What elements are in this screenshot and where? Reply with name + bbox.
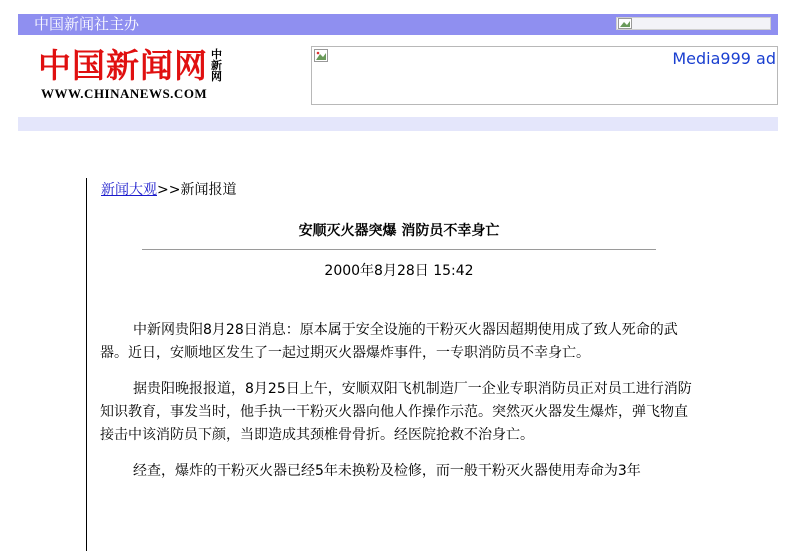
- logo-url: WWW.CHINANEWS.COM: [41, 86, 208, 101]
- article-date: 2000年8月28日 15:42: [324, 263, 474, 279]
- site-logo[interactable]: [38, 46, 238, 106]
- top-banner-image[interactable]: [616, 17, 771, 30]
- article-title: 安顺灭火器突爆 消防员不幸身亡: [298, 223, 500, 239]
- nav-strip: [18, 117, 778, 131]
- ad-banner[interactable]: [311, 46, 778, 105]
- article-paragraph: 据贵阳晚报报道，8月25日上午，安顺双阳飞机制造厂一企业专职消防员正对员工进行消防知识教育，事发当时，他手执一干粉灭火器向他人作操作示范。突然灭火器发生爆炸，弹飞物直接击中该消防员下颜，当即造成其颈椎骨骨折。经医院抢救不治身亡。: [100, 381, 692, 443]
- breadcrumb-link-news[interactable]: 新闻大观: [101, 182, 157, 198]
- logo-wordmark: 中国新闻网: [38, 46, 208, 85]
- breadcrumb-separator: >>: [157, 182, 181, 198]
- title-divider: [142, 249, 656, 250]
- breadcrumb: [101, 181, 236, 199]
- broken-image-icon: [618, 18, 632, 29]
- ad-alt-text: Media999 ad: [672, 49, 776, 68]
- broken-image-icon: [314, 49, 328, 62]
- top-banner-bar: [18, 14, 778, 35]
- sponsor-text: 中国新闻社主办: [34, 15, 140, 33]
- breadcrumb-current: 新闻报道: [180, 182, 237, 198]
- column-divider: [86, 178, 87, 551]
- logo-abbreviation: 中新网: [211, 48, 222, 83]
- article-body: [100, 319, 698, 496]
- article-paragraph: 经查，爆炸的干粉灭火器已经5年未换粉及检修，而一般干粉灭火器使用寿命为3年: [133, 463, 641, 479]
- article-paragraph: 中新网贵阳8月28日消息：原本属于安全设施的干粉灭火器因超期使用成了致人死命的武器。近日，安顺地区发生了一起过期灭火器爆炸事件，一专职消防员不幸身亡。: [100, 322, 678, 361]
